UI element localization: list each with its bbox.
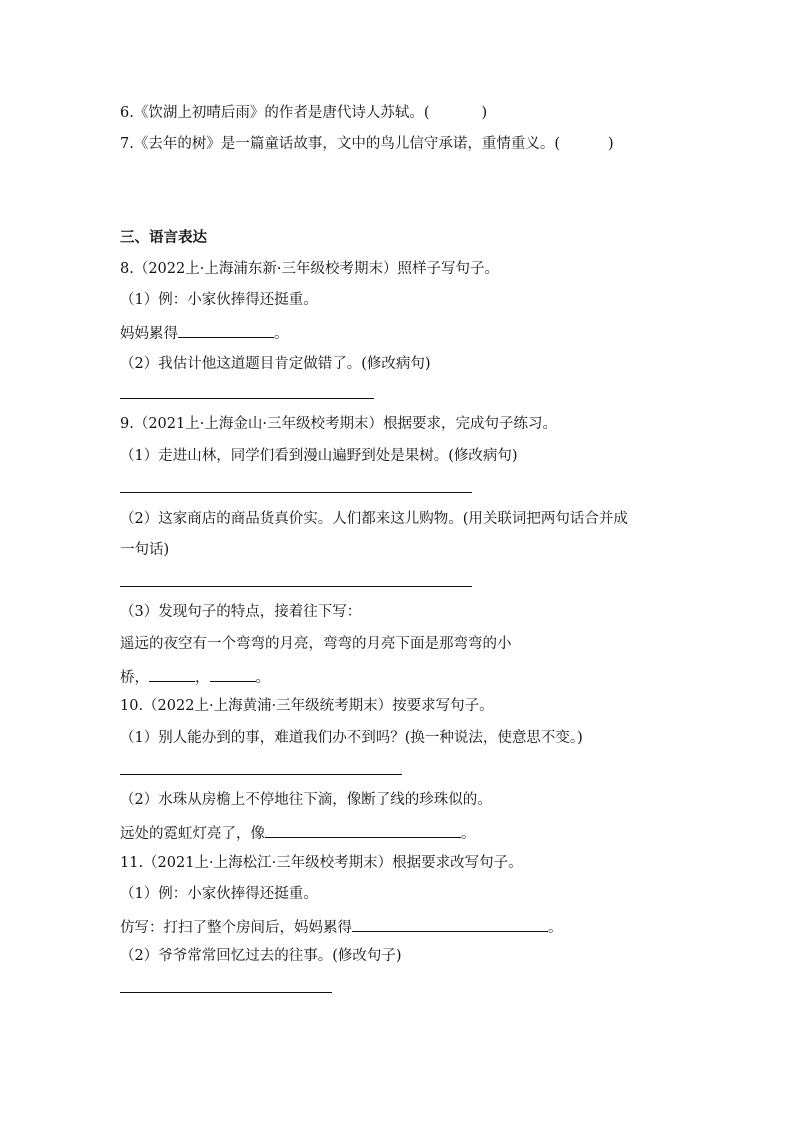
fill-suffix: 。	[255, 670, 270, 686]
fill-suffix: 。	[461, 826, 476, 842]
fill-prefix: 仿写：打扫了整个房间后，妈妈累得	[120, 920, 352, 936]
section-3-heading: 三、语言表达	[120, 229, 207, 246]
question-10-stem: 10.（2022上·上海黄浦·三年级统考期末）按要求写句子。	[120, 698, 494, 714]
fill-suffix: 。	[274, 326, 289, 342]
question-10-blank[interactable]	[265, 822, 461, 838]
question-8-answer-line[interactable]	[120, 398, 374, 399]
question-11-part-1: （1）例：小家伙捧得还挺重。	[120, 886, 318, 902]
question-10-part-2-fill	[120, 822, 476, 844]
question-8-part-1-fill	[120, 322, 289, 344]
question-10-part-2: （2）水珠从房檐上不停地往下滴，像断了线的珍珠似的。	[120, 792, 492, 808]
question-8-part-1: （1）例：小家伙捧得还挺重。	[120, 292, 318, 308]
question-9-part-3-line-1: 遥远的夜空有一个弯弯的月亮，弯弯的月亮下面是那弯弯的小	[120, 636, 512, 652]
question-11-part-2: （2）爷爷常常回忆过去的往事。(修改句子)	[120, 948, 402, 964]
question-6	[120, 103, 487, 123]
question-8-blank[interactable]	[178, 322, 274, 338]
question-7	[120, 134, 614, 154]
question-10-part-1: （1）别人能办到的事，难道我们办不到吗？(换一种说法，使意思不变。)	[120, 730, 583, 746]
question-6-close-paren: )	[481, 105, 488, 121]
question-9-part-1-answer-line[interactable]	[120, 492, 472, 493]
question-7-text: 7.《去年的树》是一篇童话故事，文中的鸟儿信守承诺，重情重义。(	[120, 136, 560, 152]
fill-prefix: 妈妈累得	[120, 326, 178, 342]
question-8-stem: 8.（2022上·上海浦东新·三年级校考期末）照样子写句子。	[120, 261, 499, 277]
question-6-text: 6.《饮湖上初晴后雨》的作者是唐代诗人苏轼。(	[120, 105, 430, 121]
question-11-blank[interactable]	[352, 916, 548, 932]
question-9-part-2-line-1: （2）这家商店的商品货真价实。人们都来这儿购物。(用关联词把两句话合并成	[120, 511, 628, 527]
question-9-part-1: （1）走进山林，同学们看到漫山遍野到处是果树。(修改病句)	[120, 448, 518, 464]
question-9-blank-1[interactable]	[149, 666, 195, 682]
fill-separator: ，	[195, 670, 210, 686]
question-10-answer-line[interactable]	[120, 774, 402, 775]
question-9-part-2-line-2: 一句话)	[120, 542, 170, 558]
fill-prefix: 桥，	[120, 670, 149, 686]
question-9-part-2-answer-line[interactable]	[120, 586, 472, 587]
question-9-part-3-line-2	[120, 666, 270, 688]
question-7-close-paren: )	[608, 136, 614, 152]
question-11-stem: 11.（2021上·上海松江·三年级校考期末）根据要求改写句子。	[120, 855, 523, 871]
question-11-answer-line[interactable]	[120, 992, 332, 993]
question-9-stem: 9.（2021上·上海金山·三年级校考期末）根据要求，完成句子练习。	[120, 416, 557, 432]
fill-suffix: 。	[548, 920, 563, 936]
question-11-part-1-fill	[120, 916, 563, 938]
question-9-blank-2[interactable]	[210, 666, 256, 682]
fill-prefix: 远处的霓虹灯亮了，像	[120, 826, 265, 842]
question-8-part-2: （2）我估计他这道题目肯定做错了。(修改病句)	[120, 356, 431, 372]
question-9-part-3: （3）发现句子的特点，接着往下写：	[120, 604, 362, 620]
